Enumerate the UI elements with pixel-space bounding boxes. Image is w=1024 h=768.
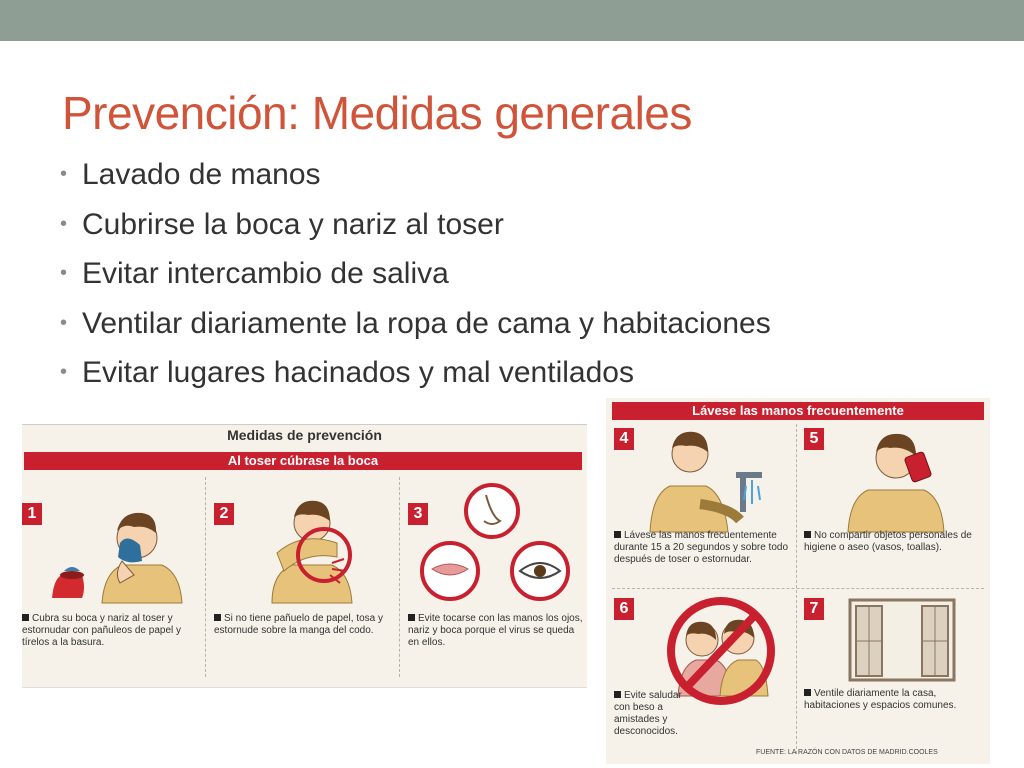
- step-caption: No compartir objetos personales de higiene o aseo (vasos, toallas).: [804, 530, 972, 553]
- step-number: 5: [804, 428, 824, 450]
- bullet-text: Evitar intercambio de saliva: [82, 257, 449, 290]
- divider: [796, 424, 797, 754]
- person-sneezing-tissue-icon: [42, 483, 202, 603]
- step-caption: Evite saludar con beso a amistades y desconocidos.: [614, 690, 682, 737]
- source-credit: FUENTE: LA RAZÓN CON DATOS DE MADRID.COOLES: [756, 749, 938, 756]
- step-number: 4: [614, 428, 634, 450]
- divider: [399, 477, 400, 677]
- bullet-text: Lavado de manos: [82, 158, 321, 191]
- bullet-dot-icon: •: [60, 311, 68, 334]
- infographic-heading: Medidas de prevención: [227, 427, 382, 443]
- bullet-dot-icon: •: [60, 163, 68, 185]
- bullet-item: [60, 152, 771, 202]
- bullet-list: [60, 152, 771, 400]
- step-number: 7: [804, 598, 824, 620]
- bullet-dot-icon: •: [60, 361, 68, 383]
- step-caption: Evite tocarse con las manos los ojos, nariz y boca porque el virus se queda en ellos.: [408, 613, 583, 648]
- step-caption: Lávese las manos frecuentemente durante 15 a 20 segundos y sobre todo después de toser o estornudar.: [614, 530, 789, 565]
- slide-top-bar: [0, 0, 1024, 41]
- slide-title: Prevención: Medidas generales: [62, 87, 692, 139]
- bullet-text: Evitar lugares hacinados y mal ventilados: [82, 356, 634, 389]
- step-number: 6: [614, 598, 634, 620]
- step-number: 3: [408, 503, 428, 525]
- step-number: 1: [22, 503, 42, 525]
- bullet-text: Cubrirse la boca y nariz al toser: [82, 207, 504, 241]
- step-number: 2: [214, 503, 234, 525]
- person-drinking-glass-icon: [834, 424, 984, 534]
- bullet-item: [60, 202, 771, 252]
- person-sneezing-elbow-icon: [232, 483, 392, 603]
- step-caption: Cubra su boca y nariz al toser y estornudar con pañuleos de papel y tírelos a la basura.: [22, 613, 182, 648]
- infographic-wash-hands: [606, 398, 990, 764]
- step-caption: Ventile diariamente la casa, habitaciones y espacios comunes.: [804, 688, 957, 711]
- nose-mouth-eye-icons: [412, 481, 587, 606]
- divider: [612, 588, 984, 589]
- bullet-text: Ventilar diariamente la ropa de cama y habitaciones: [82, 306, 771, 340]
- divider: [205, 477, 206, 677]
- bullet-item: [60, 301, 771, 351]
- bullet-dot-icon: •: [60, 212, 68, 235]
- person-washing-hands-icon: [640, 424, 790, 534]
- bullet-item: [60, 350, 771, 400]
- infographic-band: Al toser cúbrase la boca: [24, 452, 582, 470]
- open-window-icon: [842, 594, 962, 684]
- step-caption: Si no tiene pañuelo de papel, tosa y estornude sobre la manga del codo.: [214, 613, 384, 636]
- infographic-band: Lávese las manos frecuentemente: [612, 402, 984, 420]
- bullet-dot-icon: •: [60, 262, 68, 284]
- bullet-item: [60, 251, 771, 301]
- infographic-cover-mouth: [22, 424, 587, 688]
